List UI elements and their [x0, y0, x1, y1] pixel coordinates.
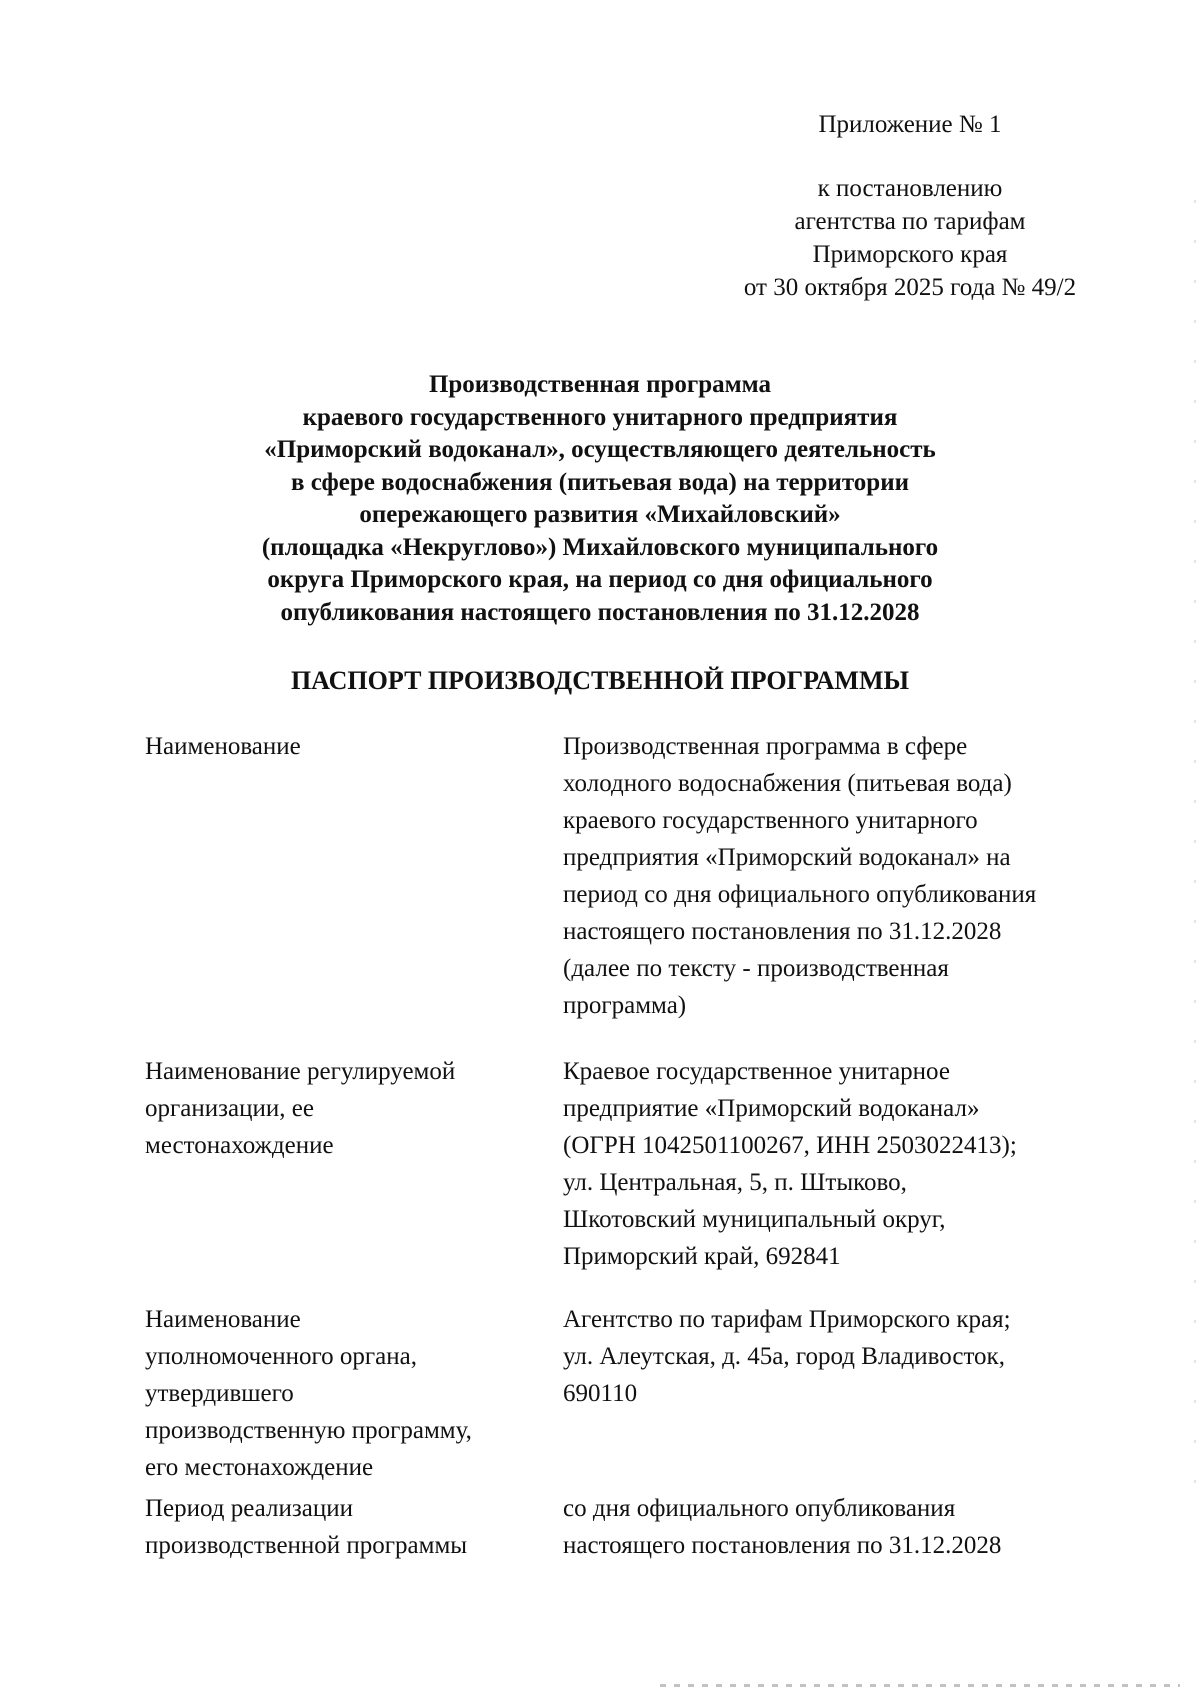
- row-label-line: Наименование регулируемой: [145, 1058, 456, 1085]
- title-line: (площадка «Некруглово») Михайловского муниципального: [261, 533, 939, 561]
- title-line: опубликования настоящего постановления по 31.12.2028: [280, 598, 920, 626]
- row-value: [563, 1053, 1123, 1275]
- row-value-line: Агентство по тарифам Приморского края;: [563, 1306, 1011, 1333]
- row-value-line: (ОГРН 1042501100267, ИНН 2503022413);: [563, 1132, 1017, 1159]
- row-label-line: Период реализации: [145, 1495, 353, 1522]
- row-label: [145, 1053, 535, 1164]
- row-label-line: производственную программу,: [145, 1417, 472, 1444]
- row-value: [563, 728, 1123, 1024]
- title-line: Производственная программа: [428, 371, 772, 398]
- row-label-line: уполномоченного органа,: [145, 1343, 417, 1370]
- row-label: [145, 1301, 535, 1486]
- appendix-line: от 30 октября 2025 года № 49/2: [743, 274, 1077, 301]
- row-label-line: местонахождение: [145, 1132, 334, 1159]
- row-label-line: Наименование: [145, 1306, 301, 1333]
- title-line: в сфере водоснабжения (питьевая вода) на территории: [290, 468, 910, 496]
- row-value-line: со дня официального опубликования: [563, 1495, 956, 1522]
- passport-heading: ПАСПОРТ ПРОИЗВОДСТВЕННОЙ ПРОГРАММЫ: [290, 666, 910, 695]
- row-value-line: Шкотовский муниципальный округ,: [563, 1206, 946, 1233]
- title-line: округа Приморского края, на период со дня официального: [267, 566, 933, 593]
- row-value-line: холодного водоснабжения (питьевая вода): [563, 770, 1012, 797]
- row-value-line: ул. Алеутская, д. 45а, город Владивосток,: [563, 1343, 1005, 1370]
- row-label: [145, 728, 535, 765]
- row-value-line: Производственная программа в сфере: [563, 733, 968, 760]
- document-title: [200, 369, 1000, 629]
- row-value-line: краевого государственного унитарного: [563, 807, 978, 834]
- row-value: [563, 1301, 1123, 1412]
- row-value-line: настоящего постановления по 31.12.2028: [563, 1532, 1002, 1559]
- row-value-line: Приморский край, 692841: [563, 1243, 841, 1270]
- appendix-line: агентства по тарифам: [794, 208, 1026, 235]
- row-label-line: утвердившего: [145, 1380, 294, 1407]
- title-line: опережающего развития «Михайловский»: [359, 501, 841, 528]
- row-value-line: 690110: [563, 1380, 638, 1407]
- row-value-line: период со дня официального опубликования: [563, 881, 1037, 908]
- scan-bottom-artifact: [660, 1684, 1180, 1687]
- appendix-line: Приморского края: [812, 241, 1008, 268]
- title-line: краевого государственного унитарного предприятия: [302, 403, 898, 431]
- row-value-line: программа): [563, 992, 687, 1019]
- row-value-line: Краевое государственное унитарное: [563, 1058, 950, 1085]
- row-label-line: Наименование: [145, 733, 301, 760]
- appendix-number: Приложение № 1: [818, 111, 1002, 138]
- row-value-line: настоящего постановления по 31.12.2028: [563, 918, 1002, 945]
- row-value-line: (далее по тексту - производственная: [563, 955, 949, 982]
- appendix-line: к постановлению: [817, 175, 1003, 202]
- scan-edge-artifact: [1194, 200, 1196, 1500]
- row-label-line: производственной программы: [145, 1532, 468, 1559]
- row-value: [563, 1490, 1123, 1564]
- appendix-block: [700, 108, 1120, 304]
- row-value-line: ул. Центральная, 5, п. Штыково,: [563, 1169, 907, 1196]
- row-value-line: предприятие «Приморский водоканал»: [563, 1095, 980, 1122]
- row-label-line: организации, ее: [145, 1095, 314, 1122]
- row-label-line: его местонахождение: [145, 1454, 374, 1481]
- title-line: «Приморский водоканал», осуществляющего деятельность: [264, 436, 936, 463]
- row-label: [145, 1490, 535, 1564]
- row-value-line: предприятия «Приморский водоканал» на: [563, 844, 1011, 871]
